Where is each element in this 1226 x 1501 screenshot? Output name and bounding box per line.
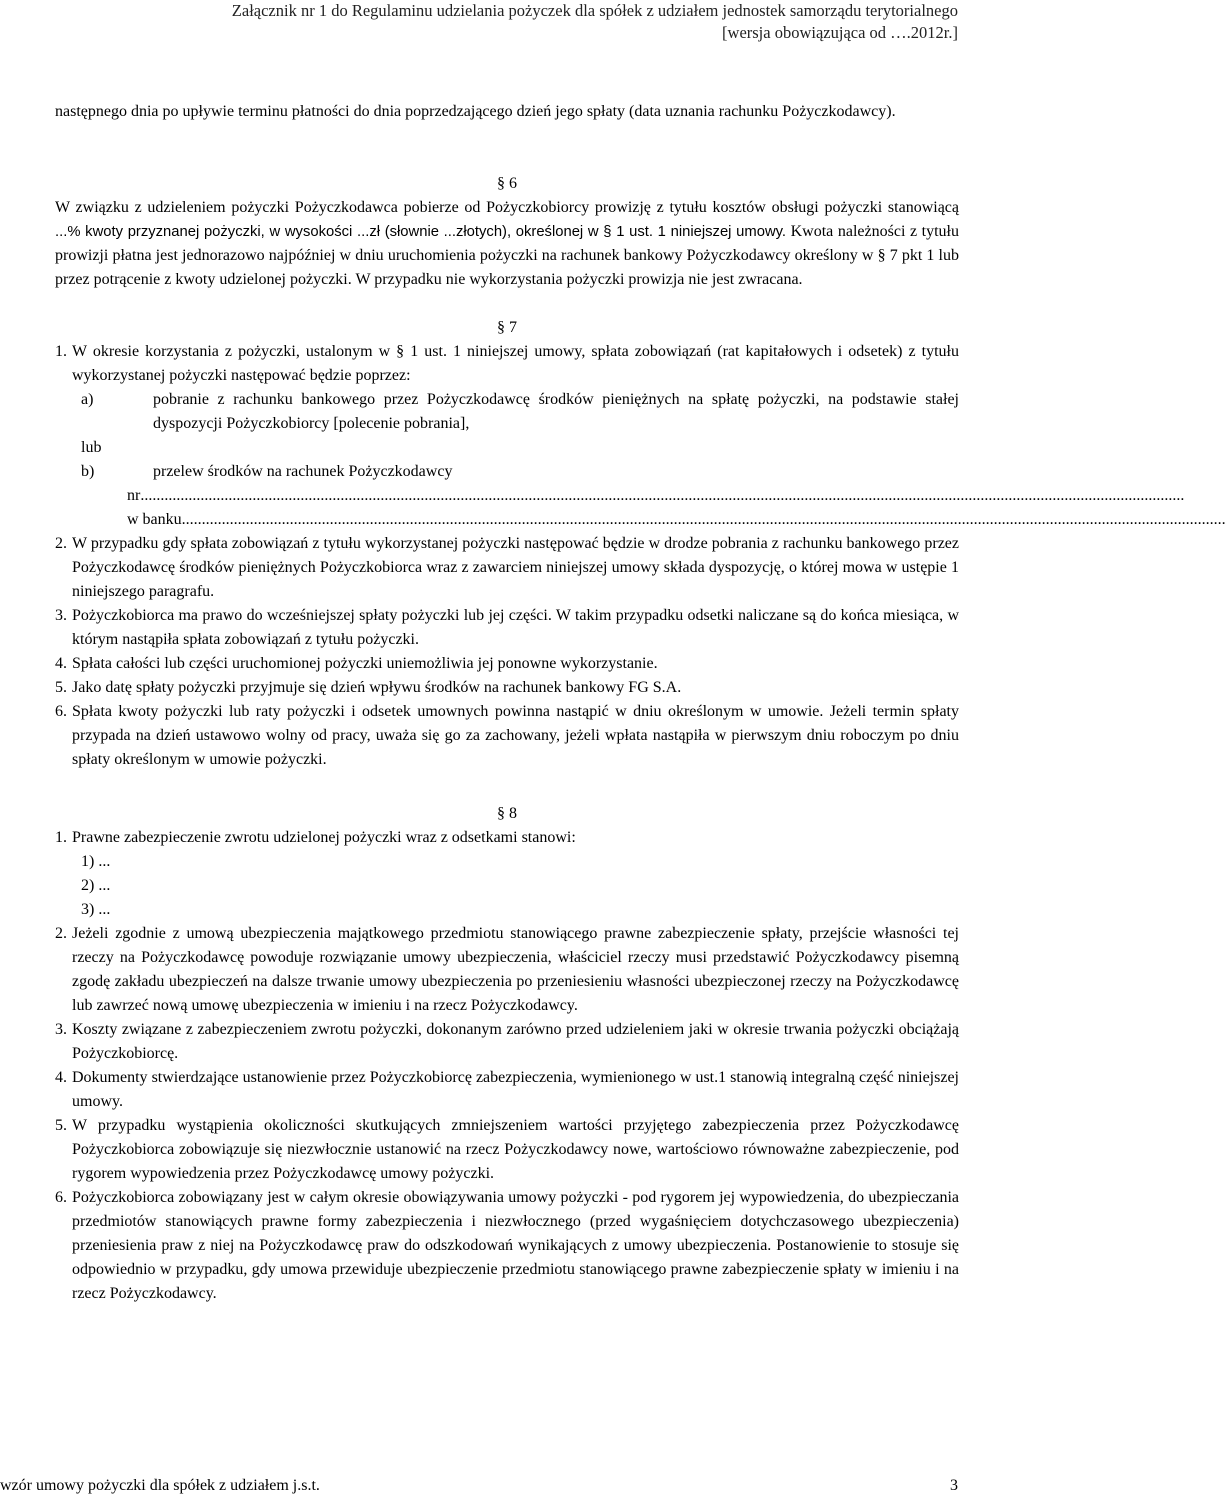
item-number: 5. — [55, 1117, 67, 1134]
page-number: 3 — [950, 1477, 958, 1494]
item-text: W okresie korzystania z pożyczki, ustalonym w § 1 ust. 1 niniejszej umowy, spłata zobowiązań (rat kapitałowych i odsetek) z tytułu wykorzystanej pożyczki następować będzie poprzez: — [72, 343, 959, 384]
item-number: 3. — [55, 607, 67, 624]
section-7-item-3 — [55, 604, 959, 652]
item-text: Prawne zabezpieczenie zwrotu udzielonej pożyczki wraz z odsetkami stanowi: — [72, 829, 576, 846]
page-header — [232, 0, 958, 44]
section-6-text-b: ...% kwoty przyznanej pożyczki, w wysokości ...zł (słownie ...złotych), określonej w § 1 ust. 1 niniejszej umowy. — [55, 224, 787, 240]
section-7-item-6 — [55, 700, 959, 772]
page-footer — [0, 1475, 958, 1497]
section-6-text-a: W związku z udzieleniem pożyczki Pożyczkodawca pobierze od Pożyczkobiorcy prowizję z tytułu kosztów obsługi pożyczki stanowiącą — [55, 199, 959, 216]
security-slot-3: 3) ... — [81, 901, 111, 918]
option-separator: lub — [81, 439, 102, 456]
item-text: Spłata kwoty pożyczki lub raty pożyczki i odsetek umownych powinna nastąpić w dniu określonym w umowie. Jeżeli termin spłaty przypada na dzień ustawowo wolny od pracy, uważa się go za zachowany, jeżeli wpłata nastąpiła w pierwszym dniu roboczym po dniu spłaty określonym w umowie pożyczki. — [72, 703, 959, 768]
section-6 — [55, 172, 959, 292]
item-text: Dokumenty stwierdzające ustanowienie przez Pożyczkobiorcę zabezpieczenia, wymienionego w ust.1 stanowią integralną część niniejszej umowy. — [72, 1069, 959, 1110]
item-text: W przypadku gdy spłata zobowiązań z tytułu wykorzystanej pożyczki następować będzie w drodze pobrania z rachunku bankowego przez Pożyczkodawcę środków pieniężnych Pożyczkobiorca wraz z zawarciem niniejszej umowy składa dyspozycję, o której mowa w ustępie 1 niniejszego paragrafu. — [72, 535, 959, 600]
item-text: Pożyczkobiorca ma prawo do wcześniejszej spłaty pożyczki lub jej części. W takim przypadku odsetki naliczane są do końca miesiąca, w którym nastąpiła spłata zobowiązań z tytułu pożyczki. — [72, 607, 959, 648]
section-7-item-2 — [55, 532, 959, 604]
item-number: 1. — [55, 343, 67, 360]
section-6-heading: § 6 — [497, 175, 517, 192]
section-8-item-2 — [55, 922, 959, 1018]
bank-name-label: w banku — [127, 511, 182, 528]
item-text: Koszty związane z zabezpieczeniem zwrotu pożyczki, dokonanym zarówno przed udzieleniem jaki w okresie trwania pożyczki obciążają Pożyczkobiorcę. — [72, 1021, 959, 1062]
option-letter: a) — [81, 391, 94, 408]
item-text: Jako datę spłaty pożyczki przyjmuje się dzień wpływu środków na rachunek bankowy FG S.A. — [72, 679, 682, 696]
section-6-text-c: Kwota należności z tytułu prowizji płatna jest jednorazowo najpóźniej w dniu uruchomienia pożyczki na rachunek bankowy Pożyczkodawcy określony w § 7 pkt 1 lub przez potrącenie z kwoty udzielonej pożyczki. W przypadku nie wykorzystania pożyczki prowizja nie jest zwracana. — [55, 223, 959, 288]
item-number: 3. — [55, 1021, 67, 1038]
item-number: 1. — [55, 829, 67, 846]
intro-paragraph: następnego dnia po upływie terminu płatności do dnia poprzedzającego dzień jego spłaty (data uznania rachunku Pożyczkodawcy). — [55, 103, 896, 120]
dotted-fill: ..................................................................................................................................................................................................................................................................... — [181, 511, 1226, 528]
section-7-option-a — [55, 388, 959, 436]
section-8-heading: § 8 — [497, 805, 517, 822]
account-number-line — [55, 484, 1185, 508]
item-text: W przypadku wystąpienia okoliczności skutkujących zmniejszeniem wartości przyjętego zabezpieczenia przez Pożyczkodawcę Pożyczkobiorca zobowiązuje się niezwłocznie ustanowić na rzecz Pożyczkodawcy nowe, wartościowo równoważne zabezpieczenie, pod rygorem wypowiedzenia przez Pożyczkodawcę umowy pożyczki. — [72, 1117, 959, 1182]
section-7-heading: § 7 — [497, 319, 517, 336]
option-text: pobranie z rachunku bankowego przez Pożyczkodawcę środków pieniężnych na spłatę pożyczki, na podstawie stałej dyspozycji Pożyczkobiorcy [polecenie pobrania], — [153, 391, 959, 432]
section-8-item-6 — [55, 1186, 959, 1306]
section-8-item-1 — [55, 826, 959, 850]
section-8 — [55, 802, 959, 1306]
item-text: Pożyczkobiorca zobowiązany jest w całym okresie obowiązywania umowy pożyczki - pod rygorem jej wypowiedzenia, do ubezpieczania przedmiotów stanowiących prawne formy zabezpieczenia i niezwłocznego (przed wygaśnięciem dotychczasowego ubezpieczenia) przeniesienia praw z niej na Pożyczkodawcę praw do odszkodowań wynikających z umowy ubezpieczenia. Postanowienie to stosuje się odpowiednio w przypadku, gdy umowa przewiduje ubezpieczenie przedmiotu stanowiącego prawne zabezpieczenie spłaty w imieniu i na rzecz Pożyczkodawcy. — [72, 1189, 959, 1302]
section-7-item-5 — [55, 676, 959, 700]
footer-document-name: wzór umowy pożyczki dla spółek z udziałem j.s.t. — [0, 1477, 320, 1494]
section-7-option-b — [55, 460, 959, 484]
section-6-paragraph — [55, 196, 959, 292]
bank-name-line — [55, 508, 1226, 532]
account-number-label: nr — [127, 487, 141, 504]
item-number: 2. — [55, 925, 67, 942]
item-number: 5. — [55, 679, 67, 696]
item-number: 4. — [55, 1069, 67, 1086]
document-body — [55, 100, 1226, 1306]
item-number: 4. — [55, 655, 67, 672]
security-slot-1: 1) ... — [81, 853, 111, 870]
option-letter: b) — [81, 463, 95, 480]
section-8-item-3 — [55, 1018, 959, 1066]
header-title: Załącznik nr 1 do Regulaminu udzielania pożyczek dla spółek z udziałem jednostek samorządu terytorialnego — [231, 1, 958, 20]
section-7-item-1 — [55, 340, 959, 388]
section-8-item-5 — [55, 1114, 959, 1186]
section-7 — [55, 316, 1226, 772]
item-text: Jeżeli zgodnie z umową ubezpieczenia majątkowego przedmiotu stanowiącego prawne zabezpieczenie spłaty, przejście własności tej rzeczy na Pożyczkodawcę powoduje rozwiązanie umowy ubezpieczenia, właściciel rzeczy musi przedstawić Pożyczkodawcy pisemną zgodę zakładu ubezpieczeń na dalsze trwanie umowy ubezpieczenia po przeniesieniu własności ubezpieczonej rzeczy na Pożyczkodawcę lub zawrzeć nową umowę ubezpieczenia w imieniu i na rzecz Pożyczkodawcy. — [72, 925, 959, 1014]
dotted-fill: ..................................................................................................................................................................................................................................................................... — [140, 487, 1185, 504]
security-slot-2: 2) ... — [81, 877, 111, 894]
option-text: przelew środków na rachunek Pożyczkodawcy — [153, 463, 453, 480]
header-version: [wersja obowiązująca od ….2012r.] — [722, 23, 958, 42]
item-number: 6. — [55, 703, 67, 720]
section-7-item-4 — [55, 652, 959, 676]
item-text: Spłata całości lub części uruchomionej pożyczki uniemożliwia jej ponowne wykorzystanie. — [72, 655, 658, 672]
section-8-item-4 — [55, 1066, 959, 1114]
item-number: 2. — [55, 535, 67, 552]
item-number: 6. — [55, 1189, 67, 1206]
